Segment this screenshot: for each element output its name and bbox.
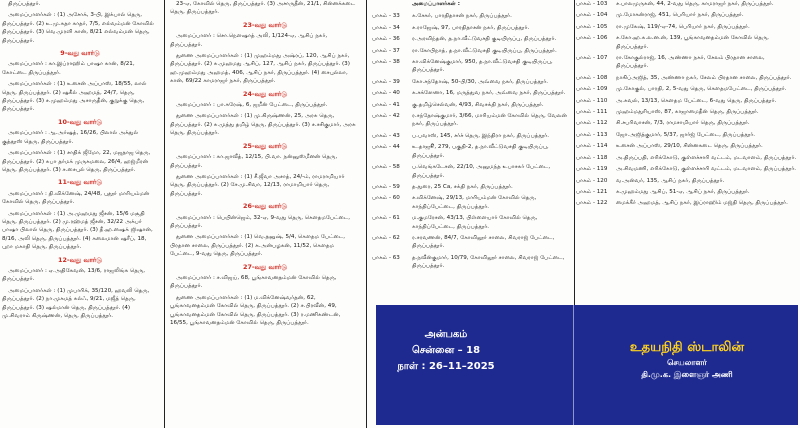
paragraph: துணை அமைப்பாளர்கள் : (1) மு.கிருஷ்ணன், 25, அரசு தெரு, திருப்பத்தூர். (2) சு.முத்து தமிழ் தெரு, திருப்பத்தூர். (3) ச.சசிகுமார், அரசு தெரு, திருப்பத்தூர். xyxy=(170,113,356,137)
booth-number: பாகம் - 34 xyxy=(372,24,400,31)
member-entry: மு.மோகன்ராஜ், 451, பெரியார் நகர், திருப்பத்தூர். xyxy=(616,12,744,19)
list-item xyxy=(576,97,798,105)
banner-divider xyxy=(573,305,574,425)
member-entry: ப.வெங்கடேசன், 22/10, அனுமந்த உபாசகர் பேட்டை, திருப்பத்தூர். xyxy=(412,164,551,179)
list-item xyxy=(372,24,572,32)
list-item xyxy=(372,194,572,211)
booth-number: பாகம் - 33 xyxy=(372,13,400,20)
paragraph: அமைப்பாளர்கள் : (1) அசோக், 3-பி, இக்பால் தெரு, திருப்பத்தூர். (2) உ.மு.சுதா காதர், 7/5, எல்வம்மன் கோவில் திருப்பத்தூர். (3) வெ.முரளி கான், 8/21 எல்வம்மன் தெரு, திருப்பத்தூர். xyxy=(2,12,154,44)
list-item xyxy=(372,58,572,75)
booth-number: பாகம் - 121 xyxy=(576,188,608,195)
column-1 xyxy=(0,0,158,428)
member-entry: உசைன் அப்பாஸ், 29/10, சின்னகடை தெரு, திருப்பத்தூர். xyxy=(616,143,763,150)
list-item xyxy=(372,112,572,129)
booth-number: பாகம் - 118 xyxy=(576,154,608,161)
booth-number: பாகம் - 59 xyxy=(372,183,400,190)
member-entry: வ.அன்வர், 135, ஆசிப் நகர், திருப்பத்தூர். xyxy=(616,177,725,184)
column-rule xyxy=(164,0,165,428)
member-entry: ர.சரவணன், 84/7, கோவிலூர் சாலை, சிவராஜ் பேட்டை, திருப்பத்தூர். xyxy=(412,234,555,250)
column-3 xyxy=(372,0,572,305)
booth-number: பாகம் - 58 xyxy=(372,164,400,171)
date: நாள் : 26–11–2025 xyxy=(397,361,495,372)
booth-number: பாகம் - 111 xyxy=(576,109,608,116)
member-entry: ரா.முகேஷ், 119/-ஏ-74, பெரியார் நகர், திருப்பத்தூர். xyxy=(616,23,750,30)
booth-number: பாகம் - 108 xyxy=(576,74,608,81)
ward-heading: 26-வது வார்டு xyxy=(243,202,287,211)
booth-number: பாகம் - 36 xyxy=(372,36,400,43)
member-entry: க.சக்ஸேனா, 16, மருத்துவ நகர், அவ்வை நகர், திருப்பத்தூர். xyxy=(412,90,566,97)
paragraph: துணை அமைப்பாளர்கள் : (1) சீ.ஜீவா அசாத், 24/-ம், ராமராமியார் தெரு, திருப்பத்தூர். (2) சே.மு.சிவா, 12/13, ராமாமியார் தெரு, திருப்பத்தூர். xyxy=(170,173,345,197)
member-entry: ச.கோ.ஹ.க.ல.ன.ன், 139, பூங்காவனதம்மன் கோவில் தெரு, திருப்பத்தூர். xyxy=(616,35,769,50)
paragraph: அமைப்பாளர் : சொ.நௌஷாத் அலி, 1/124-ஏ, ஆசிப் நகர், திருப்பத்தூர். xyxy=(170,33,328,48)
paragraph: அமைப்பாளர் : ச.விஜய், 68, பூங்காவனதம்மன் கோவில் தெரு, திருப்பத்தூர். xyxy=(170,274,337,290)
ward-heading: 27-வது வார்டு xyxy=(243,262,287,271)
list-item xyxy=(576,199,798,207)
booth-number: பாகம் - 106 xyxy=(576,35,608,42)
member-entry: ப.பவாஸ், 145, சர்ச் தெரு, இந்திரா நகர், திருப்பத்தூர். xyxy=(412,132,549,139)
list-item xyxy=(576,188,798,196)
booth-number: பாகம் - 41 xyxy=(372,101,400,108)
column-rule xyxy=(574,0,575,305)
member-entry: கா.விக்னேஷ்குமார், 950, த.நா.வீட்டுவசதி குடியிருப்பு, திருப்பத்தூர். xyxy=(412,59,553,74)
list-item xyxy=(576,131,798,139)
signatory-organisation: தி.மு.க. இளைஞர் அணி xyxy=(641,370,733,379)
member-entry: ஜோ.அஜித்குமார், 5/37, ஜார்ஜ் பேட்டை, திருப்பத்தூர். xyxy=(616,131,756,138)
list-item xyxy=(576,177,798,185)
list-item xyxy=(372,143,572,160)
ward-heading: 24-வது வார்டு xyxy=(243,89,287,98)
booth-number: பாகம் - 113 xyxy=(576,131,608,138)
paragraph: அமைப்பாளர் : கா.ஜாவீத், 12/15, பி.வா. நன்னுஸ்மீனன் தெரு, திருப்பத்தூர். xyxy=(170,154,338,169)
ward-heading: 11-வது வார்டு xyxy=(58,178,102,187)
list-item xyxy=(372,132,572,140)
member-entry: ச.விக்னேஷ், 29/13, மாரியம்மன் கோவில் தெரு, காந்திப்பேட்டை, திருப்பத்தூர். xyxy=(412,195,537,210)
paragraph: 23-ஏ, கோவில் தெரு, திருப்பத்தூர். (3) அசாருதீன், 21/1, சின்னக்கடை தெரு, திருப்பத்தூர். xyxy=(170,1,356,16)
list-item xyxy=(576,34,798,51)
office-name: அன்பகம் xyxy=(424,329,468,340)
ward-heading: 12-வது வார்டு xyxy=(58,255,102,264)
signature-banner xyxy=(376,305,798,425)
member-entry: க.முஹம்மது ஆசிப், 51-ஏ, ஆசிப் நகர், திருப்பத்தூர். xyxy=(616,188,750,195)
member-entry: நாகிப்அஜித், 35, அண்ணா நகர், சேலம் பிரதான சாலை, திருப்பத்தூர். xyxy=(616,74,792,81)
member-entry: ர.சந்தோஷ்குமார், 3/66, மாரியம்மன் கோவில் தெரு, வேலன் நகர், திருப்பத்தூர். xyxy=(412,113,567,128)
column-4 xyxy=(576,0,798,305)
booth-number: பாகம் - 61 xyxy=(372,215,400,222)
booth-number: பாகம் - 103 xyxy=(576,1,608,7)
signatory-name: உதயநிதி ஸ்டாலின் xyxy=(629,340,745,355)
list-item xyxy=(576,85,798,93)
member-entry: ரா.கோபிநாத், த.நா.வீட்டுவசதி குடியிருப்பு, திருப்பத்தூர். xyxy=(412,47,557,54)
booth-number: பாகம் - 109 xyxy=(576,86,608,93)
ward-heading: 10-வது வார்டு xyxy=(58,117,102,126)
booth-number: பாகம் - 62 xyxy=(372,234,400,241)
booth-number: பாகம் - 63 xyxy=(372,254,400,261)
paragraph: துணை அமைப்பாளர்கள் : (1) ம.விக்னேஷ்வர்தன், 62, பூங்காவனதம்மன் கோவில் தெரு, திருப்பத்தூர். (2) ச.பிரவீன், 49, பூங்காவனதம்மன் கோவில் தெரு, திருப்பத்தூர். (3) ர.மணிகண்டன், 16/55, பூங்காவனதம்மன் கோவில் தெரு, திருப்பத்தூர். xyxy=(170,294,341,326)
list-item xyxy=(576,54,798,71)
signatory xyxy=(576,339,798,381)
list-item xyxy=(372,12,572,20)
member-entry: த.நவீன்குமார், 10/79, கோவிலூர் சாலை, சிவராஜ் பேட்டை, திருப்பத்தூர். xyxy=(412,254,565,270)
member-entry: த.துரை, 25 Ca, சக்தி நகர், திருப்பத்தூர். xyxy=(412,183,513,190)
member-entry: கோ.சந்தோஷ், 50-பி/30, அவ்வை நகர், திருப்பத்தூர். xyxy=(412,78,549,85)
paragraph: துணை அமைப்பாளர்கள் : (1) முஹம்மது அஷ்ரப், 120, ஆசிப் நகர், திருப்பத்தூர். (2) சு.முஹமது ஆசிப், 127, ஆசிப் நகர், திருப்பத்தூர். (3) ஹ.முஹம்மது அஹமத், 406, ஆசிப் நகர், திருப்பத்தூர். (4) சைபுல்லா, கான், 69/22 காமராஜர் நகர், திருப்பத்தூர். xyxy=(170,53,350,85)
paragraph: துணை அமைப்பாளர்கள் : (1) வெ.தனுஷ், 5/4, கௌதம பேட்டை, பிரதான சாலை, திருப்பத்தூர். (2) சு.அன்பழகன், 11/52, கௌதம பேட்டை, 9-வது தெரு, திருப்பத்தூர். xyxy=(170,234,346,258)
paragraph: அமைப்பாளர்கள் : (1) உசைன் அப்பாஸ், 18/55, லால் தெரு, திருப்பத்தூர். (2) ஷகீல் அஹமத், 24/7, தெரு, திருப்பத்தூர். (3) ச.முஹம்மது அசாருதீன், குறுக்கு தெரு, திருப்பத்தூர். xyxy=(2,81,147,113)
paragraph: அமைப்பாளர்கள் : (1) அ.முஹமது ஜீசன், 15/6 மசூதி தெரு, திருப்பத்தூர். (2) மு.ரஹ்மத் ஜீசன், 32/22 அக்பர் பாஷா பிலால் தெரு, திருப்பத்தூர். (3) தீ.ஹ.ஷைக் ஜிஷான், 8/16, அலி தெரு, திருப்பத்தூர். (4) சுலைமான் ஷரீப், 18, புறா மகாதி தெரு, திருப்பத்தூர். xyxy=(2,210,153,251)
booth-number: பாகம் - 105 xyxy=(576,23,608,30)
list-item xyxy=(372,234,572,251)
list-item xyxy=(576,11,798,19)
list-item xyxy=(372,78,572,86)
list-item xyxy=(576,108,798,116)
member-entry: மைக்கீர் அஹமத், ஆசிப் நகர், இப்ராஹிம் மஜ்தி தெரு, திருப்பத்தூர். xyxy=(616,200,788,207)
list-item xyxy=(372,254,572,271)
ward-heading: 23-வது வார்டு xyxy=(243,20,287,29)
member-entry: அ.சிவமணி, எரிக்கோடு, குள்ளச்சாரி வட்டம், மடவாளம், திருப்பத்தூர். xyxy=(616,166,797,173)
member-entry: ம.குமரேசன், 43/13, பிள்ளையார் கோவில் தெரு, காந்திப்பேட்டை, திருப்பத்தூர். xyxy=(412,215,538,230)
list-item xyxy=(372,214,572,231)
paragraph: அமைப்பாளர்கள் : (1) முபாரிக், 35/120, ஹவலி தெரு, திருப்பத்தூர். (2) நா.முகமத் சுல்ஃ, 9/21, மஜீத் தெரு, திருப்பத்தூர். (3) ஷல்மான் தெரு, திருப்பத்தூர். (4) மு.சிவராம் கிருஷ்ணன், தெரு, திருப்பத்தூர். xyxy=(2,287,150,319)
booth-number: பாகம் - 42 xyxy=(372,113,400,120)
booth-number: பாகம் - 107 xyxy=(576,55,608,62)
member-entry: அ.சுவல், 13/13, கௌதம பேட்டை, 6-வது தெரு, திருப்பத்தூர். xyxy=(616,97,777,104)
list-item xyxy=(576,142,798,150)
booth-number: பாகம் - 37 xyxy=(372,47,400,54)
booth-number: பாகம் - 43 xyxy=(372,132,400,139)
list-item xyxy=(372,89,572,97)
member-entry: கு.தமிழ்செல்வன், 4/93, சிவசக்தி நகர், திருப்பத்தூர். xyxy=(412,101,544,108)
list-item xyxy=(576,0,798,8)
booth-number: பாகம் - 120 xyxy=(576,177,608,184)
ward-heading: 25-வது வார்டு xyxy=(243,141,287,150)
member-entry: க.சேகர், பாரதிதாசன் நகர், திருப்பத்தூர். xyxy=(412,13,512,20)
booth-number: பாகம் - 44 xyxy=(372,144,400,151)
paragraph: அமைப்பாளர் : தி.விக்னேஷ், 24/48, புதூர் மாரியம்மன் கோவில் தெரு, திருப்பத்தூர். xyxy=(2,190,150,206)
member-entry: முஹம்மதுரியாஸ், 87, காஜாமைதீன் தெரு, திருப்பத்தூர். xyxy=(616,109,759,116)
member-entry: சி.சபரிவாசன், 7/3, ராமசாமியார் தெரு, திருப்பத்தூர். xyxy=(616,120,750,127)
booth-number: பாகம் - 112 xyxy=(576,120,608,127)
paragraph: அமைப்பாளர் : பா.சுரேஷ், 6, ஜமீன் பேட்டை, திருப்பத்தூர். xyxy=(176,102,328,109)
member-entry: ரா.கோகுல்ராஜ், 16, அண்ணா நகர், சேலம் பிரதான சாலை, திருப்பத்தூர். xyxy=(616,55,765,70)
ward-heading: 9-வது வார்டு xyxy=(60,49,100,58)
booth-number: பாகம் - 110 xyxy=(576,97,608,104)
member-entry: ர.அரவிந்தன், த.நா.வீட்டுவசதி குடியிருப்பு, திருப்பத்தூர். xyxy=(412,36,557,43)
column-2 xyxy=(170,0,360,428)
booth-number: பாகம் - 119 xyxy=(576,166,608,173)
list-item xyxy=(576,165,798,173)
paragraph: அமைப்பாளர் : பெயின்ஜெம், 32-ஏ, 9-வது தெரு, கௌதமபேட்டை, திருப்பத்தூர். xyxy=(170,214,351,229)
booth-number: பாகம் - 122 xyxy=(576,200,608,207)
list-item xyxy=(576,154,798,162)
list-item xyxy=(372,183,572,191)
paragraph: அமைப்பாளர் : ஏ.அதிகேவன், 13/6, ராஜலிங்க தெரு, திருப்பத்தூர். xyxy=(2,267,145,283)
booth-number: பாகம் - 39 xyxy=(372,78,400,85)
paragraph: அமைப்பாளர்கள் : (1) சாதிக் ஜீமோ, 22, மஜதாஜ தெரு, திருப்பத்தூர். (2) சுபா தர்மக் முருகமலை, 26/4, ஹஜ்மீரன் தெரு, திருப்பத்தூர். (3) ச.சைபுல் தெரு, திருப்பத்தூர். xyxy=(2,150,151,173)
paragraph: அமைப்பாளர் : ஆ.அர்ஷத், 16/26, பிலால் அக்துல் குத்தூஸ் தெரு, திருப்பத்தூர். xyxy=(2,130,139,145)
member-entry: உ.தாஜூ, 279, பகுதி-2, த.நா.வீட்டுவசதி குடியிருப்பு, திருப்பத்தூர். xyxy=(412,144,549,159)
city: சென்னை – 18 xyxy=(411,345,481,356)
booth-number: பாகம் - 114 xyxy=(576,143,608,150)
list-item xyxy=(576,23,798,31)
paragraph: அமைப்பாளர் : கா.இப்ராஹிம் பாஷா கான், 8/21, கோட்டை திருப்பத்தூர். xyxy=(2,61,135,76)
member-entry: ச.ராஜேஷ், 97, பாரதிதாசன் நகர், திருப்பத்தூர். xyxy=(412,24,530,31)
booth-number: பாகம் - 40 xyxy=(372,90,400,97)
booth-number: பாகம் - 60 xyxy=(372,195,400,202)
section-heading: அமைப்பாளர்கள் : xyxy=(412,1,461,7)
booth-number: பாகம் - 38 xyxy=(372,59,400,66)
issue-info xyxy=(376,327,516,375)
booth-number: பாகம் - 104 xyxy=(576,12,608,19)
signatory-role: செயலாளர் xyxy=(667,358,707,367)
list-item xyxy=(372,101,572,109)
column-rule xyxy=(366,0,367,428)
list-item xyxy=(576,74,798,82)
paragraph: திருப்பத்தூர். xyxy=(8,1,41,7)
list-item xyxy=(372,163,572,180)
list-item xyxy=(372,47,572,55)
member-entry: ச.பாலமுருகன், 44, 2-வது தெரு, காமராஜர் நகர், திருப்பத்தூர். xyxy=(616,1,774,7)
list-item xyxy=(372,35,572,43)
member-entry: அ.திருப்பதி, எரிக்கோடு, குள்ளச்சாரி வட்டம், மடவாளம், திருப்பத்தூர். xyxy=(616,154,797,161)
member-entry: மு.கோகுல், பாரதி, 2, 5-வது தெரு, கௌதமபேட்டை, திருப்பத்தூர். xyxy=(616,86,787,93)
list-item xyxy=(576,119,798,127)
